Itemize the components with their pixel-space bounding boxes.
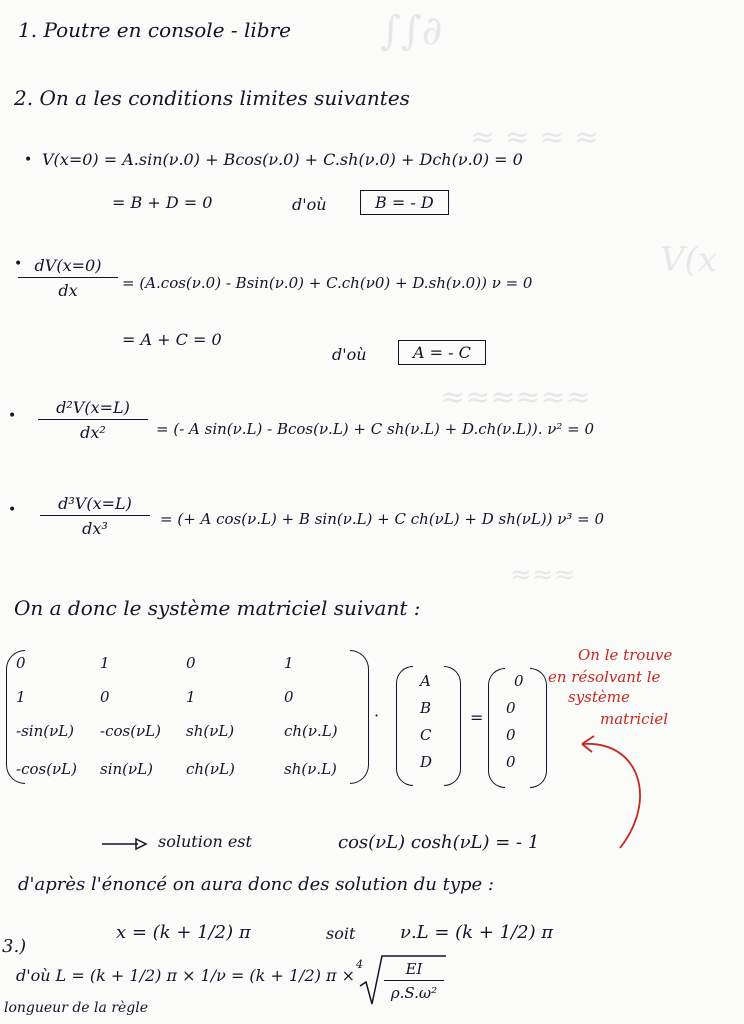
characteristic-equation: cos(νL) cosh(νL) = - 1 xyxy=(338,832,540,853)
matrix-cell: ch(ν.L) xyxy=(284,722,338,740)
bleed-through-ghost: V(x xyxy=(660,240,717,280)
equation-v0: V(x=0) = A.sin(ν.0) + Bcos(ν.0) + C.sh(ν.0) + Dch(ν.0) = 0 xyxy=(42,150,523,169)
vector-entry: D xyxy=(420,753,433,771)
matrix-cell: sh(νL) xyxy=(186,722,235,740)
matrix-right-paren xyxy=(350,650,369,784)
matrix-cell: 0 xyxy=(186,654,196,672)
vector-right-paren xyxy=(444,666,461,786)
bleed-through-ghost: ≈≈≈ xyxy=(510,560,576,590)
zero-entry: 0 xyxy=(506,699,516,717)
remark-line: d'après l'énoncé on aura donc des solution du type : xyxy=(18,874,494,895)
nu-l-solution: ν.L = (k + 1/2) π xyxy=(400,922,554,943)
equals-sign: = xyxy=(470,708,484,727)
bullet: • xyxy=(14,256,23,272)
fraction-denominator: dx³ xyxy=(82,519,108,538)
fraction-numerator: EI xyxy=(384,960,444,981)
boxed-result-b: B = - D xyxy=(360,190,449,215)
dou-label: d'où xyxy=(292,195,327,214)
matrix-cell: 0 xyxy=(284,688,294,706)
solution-label: solution est xyxy=(158,832,252,851)
fraction-denominator: dx² xyxy=(80,423,106,442)
fraction-numerator: d²V(x=L) xyxy=(38,398,148,420)
zero-vector-right-paren xyxy=(530,668,547,788)
annotation-line: matriciel xyxy=(600,710,669,728)
equation-dv0: = (A.cos(ν.0) - Bsin(ν.0) + C.ch(ν0) + D.sh(ν.0)) ν = 0 xyxy=(122,274,533,292)
item-1-heading: 1. Poutre en console - libre xyxy=(18,18,291,42)
derivative-1-fraction xyxy=(18,256,118,300)
annotation-line: On le trouve xyxy=(578,646,673,664)
x-solution: x = (k + 1/2) π xyxy=(116,922,251,943)
vector-entry: A xyxy=(420,672,431,690)
equation-d2v: = (- A sin(ν.L) - Bcos(ν.L) + C sh(ν.L) + D.ch(ν.L)). ν² = 0 xyxy=(156,420,595,438)
annotation-line: système xyxy=(568,688,630,706)
equation-d3v: = (+ A cos(ν.L) + B sin(ν.L) + C ch(νL) + D sh(νL)) ν³ = 0 xyxy=(160,510,605,528)
zero-entry: 0 xyxy=(514,672,524,690)
multiply-dot: · xyxy=(374,706,380,725)
zero-entry: 0 xyxy=(506,753,516,771)
derivative-3-fraction xyxy=(40,494,150,538)
fraction-numerator: dV(x=0) xyxy=(18,256,118,278)
length-formula: d'où L = (k + 1/2) π × 1/ν = (k + 1/2) π × xyxy=(16,966,356,985)
matrix-cell: 1 xyxy=(100,654,110,672)
zero-entry: 0 xyxy=(506,726,516,744)
matrix-cell: ch(νL) xyxy=(186,760,235,778)
zero-vector-left-paren xyxy=(488,668,505,788)
item-3-label: 3.) xyxy=(2,936,27,957)
root-index: 4 xyxy=(356,958,363,971)
annotation-line: en résolvant le xyxy=(548,668,661,686)
matrix-cell: sin(νL) xyxy=(100,760,153,778)
matrix-cell: -sin(νL) xyxy=(16,722,75,740)
matrix-cell: 1 xyxy=(16,688,26,706)
arrow-right-icon xyxy=(100,836,150,852)
bullet: • xyxy=(8,502,17,518)
system-intro: On a donc le système matriciel suivant : xyxy=(14,596,421,620)
matrix-cell: 0 xyxy=(16,654,26,672)
matrix-cell: 1 xyxy=(186,688,196,706)
matrix-cell: 0 xyxy=(100,688,110,706)
vector-entry: C xyxy=(420,726,432,744)
matrix-cell: 1 xyxy=(284,654,294,672)
equation-v0-result: = B + D = 0 xyxy=(112,193,213,212)
bullet: • xyxy=(8,408,17,424)
matrix-cell: sh(ν.L) xyxy=(284,760,337,778)
root-fraction xyxy=(384,960,444,1002)
boxed-result-a: A = - C xyxy=(398,340,486,365)
item-2-heading: 2. On a les conditions limites suivantes xyxy=(14,86,410,110)
fraction-denominator: ρ.S.ω² xyxy=(390,984,438,1002)
dou-label: d'où xyxy=(332,345,367,364)
bleed-through-ghost: ≈≈≈≈≈≈ xyxy=(440,380,591,415)
vector-entry: B xyxy=(420,699,432,717)
derivative-2-fraction xyxy=(38,398,148,442)
bleed-through-ghost: ∫∫∂ xyxy=(380,8,443,54)
length-caption: longueur de la règle xyxy=(4,1000,149,1016)
vector-left-paren xyxy=(396,666,413,786)
fraction-denominator: dx xyxy=(58,281,78,300)
fraction-numerator: d³V(x=L) xyxy=(40,494,150,516)
soit-label: soit xyxy=(326,924,356,943)
bleed-through-ghost: ≈ ≈ ≈ ≈ xyxy=(470,120,600,155)
annotation-arrow xyxy=(560,730,660,860)
bullet: • xyxy=(24,152,33,168)
equation-dv0-result: = A + C = 0 xyxy=(122,330,222,349)
matrix-cell: -cos(νL) xyxy=(100,722,161,740)
matrix-cell: -cos(νL) xyxy=(16,760,77,778)
